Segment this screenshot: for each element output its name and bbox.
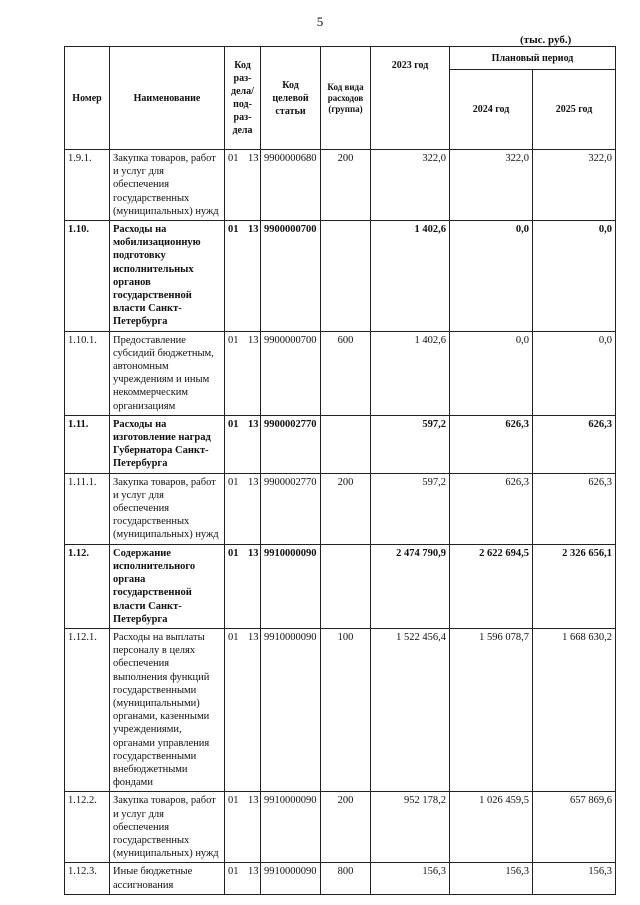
row-expense-type <box>321 415 371 473</box>
row-2023: 597,2 <box>371 473 450 544</box>
row-target-code: 9900002770 <box>261 473 321 544</box>
row-name: Содержание исполнительного органа государственной власти Санкт-Петербурга <box>110 544 225 628</box>
row-2025: 626,3 <box>533 473 616 544</box>
row-2023: 1 522 456,4 <box>371 628 450 791</box>
row-number: 1.11. <box>65 415 110 473</box>
budget-table <box>64 46 616 895</box>
row-razdel: 01 <box>228 631 239 643</box>
row-razdel: 01 <box>228 224 239 236</box>
row-2024: 626,3 <box>450 473 533 544</box>
row-target-code: 9900000700 <box>261 221 321 332</box>
page-number: 5 <box>316 14 324 29</box>
row-2025: 2 326 656,1 <box>533 544 616 628</box>
row-number: 1.11.1. <box>65 473 110 544</box>
row-section-code <box>225 473 261 544</box>
row-target-code: 9900000680 <box>261 150 321 221</box>
row-2023: 2 474 790,9 <box>371 544 450 628</box>
header-planning-period: Плановый период <box>450 47 616 70</box>
header-name: Наименование <box>110 47 225 150</box>
table-row <box>65 473 616 544</box>
row-2024: 1 026 459,5 <box>450 792 533 863</box>
row-podrazdel: 13 <box>248 795 259 807</box>
row-podrazdel: 13 <box>248 224 259 236</box>
row-section-code <box>225 221 261 332</box>
row-expense-type: 200 <box>321 792 371 863</box>
header-expense-type-code: Код вида расходов (группа) <box>321 47 371 150</box>
row-name: Расходы на изготовление наград Губернатора Санкт-Петербурга <box>110 415 225 473</box>
row-podrazdel: 13 <box>248 334 259 346</box>
row-name: Закупка товаров, работ и услуг для обеспечения государственных (муниципальных) нужд <box>110 792 225 863</box>
row-2023: 322,0 <box>371 150 450 221</box>
row-expense-type: 100 <box>321 628 371 791</box>
row-target-code: 9910000090 <box>261 544 321 628</box>
row-expense-type <box>321 221 371 332</box>
table-row <box>65 331 616 415</box>
row-target-code: 9900002770 <box>261 415 321 473</box>
row-number: 1.12.1. <box>65 628 110 791</box>
row-2025: 156,3 <box>533 863 616 894</box>
row-2025: 322,0 <box>533 150 616 221</box>
row-number: 1.12. <box>65 544 110 628</box>
row-razdel: 01 <box>228 547 239 559</box>
row-2024: 156,3 <box>450 863 533 894</box>
row-2023: 1 402,6 <box>371 221 450 332</box>
row-name: Расходы на мобилизационную подготовку исполнительных органов государственной власти Санкт-Петербурга <box>110 221 225 332</box>
row-name: Расходы на выплаты персоналу в целях обеспечения выполнения функций государственными (муниципальными) органами, казенными учреждениями, органами управления государственными внебюджетными фондами <box>110 628 225 791</box>
row-section-code <box>225 415 261 473</box>
row-section-code <box>225 863 261 894</box>
row-2024: 322,0 <box>450 150 533 221</box>
row-2024: 1 596 078,7 <box>450 628 533 791</box>
row-podrazdel: 13 <box>248 418 259 430</box>
header-year-2024: 2024 год <box>450 70 533 150</box>
row-razdel: 01 <box>228 153 239 164</box>
row-2023: 156,3 <box>371 863 450 894</box>
row-2024: 0,0 <box>450 331 533 415</box>
row-expense-type: 200 <box>321 150 371 221</box>
header-section-code: Код раз-дела/ под-раз-дела <box>225 47 261 150</box>
row-podrazdel: 13 <box>248 153 259 164</box>
row-expense-type <box>321 544 371 628</box>
row-razdel: 01 <box>228 334 239 346</box>
row-2024: 2 622 694,5 <box>450 544 533 628</box>
row-2025: 1 668 630,2 <box>533 628 616 791</box>
row-razdel: 01 <box>228 418 239 430</box>
row-razdel: 01 <box>228 476 239 488</box>
row-expense-type: 600 <box>321 331 371 415</box>
table-row <box>65 415 616 473</box>
row-expense-type: 800 <box>321 863 371 894</box>
row-target-code: 9910000090 <box>261 863 321 894</box>
row-razdel: 01 <box>228 795 239 807</box>
row-section-code <box>225 150 261 221</box>
row-2025: 626,3 <box>533 415 616 473</box>
row-target-code: 9900000700 <box>261 331 321 415</box>
row-2024: 0,0 <box>450 221 533 332</box>
row-name: Иные бюджетные ассигнования <box>110 863 225 894</box>
row-2023: 597,2 <box>371 415 450 473</box>
row-podrazdel: 13 <box>248 631 259 643</box>
row-name: Закупка товаров, работ и услуг для обеспечения государственных (муниципальных) нужд <box>110 473 225 544</box>
row-number: 1.10. <box>65 221 110 332</box>
row-number: 1.12.2. <box>65 792 110 863</box>
row-razdel: 01 <box>228 866 239 878</box>
row-podrazdel: 13 <box>248 547 259 559</box>
row-2025: 0,0 <box>533 221 616 332</box>
table-row <box>65 544 616 628</box>
row-name: Предоставление субсидий бюджетным, автономным учреждениям и иным некоммерческим организациям <box>110 331 225 415</box>
row-2023: 952 178,2 <box>371 792 450 863</box>
row-section-code <box>225 792 261 863</box>
row-2025: 657 869,6 <box>533 792 616 863</box>
row-expense-type: 200 <box>321 473 371 544</box>
table-row <box>65 792 616 863</box>
row-name: Закупка товаров, работ и услуг для обеспечения государственных (муниципальных) нужд <box>110 150 225 221</box>
row-number: 1.9.1. <box>65 150 110 221</box>
table-row <box>65 863 616 894</box>
row-section-code <box>225 544 261 628</box>
row-section-code <box>225 331 261 415</box>
row-podrazdel: 13 <box>248 866 259 878</box>
table-row <box>65 150 616 221</box>
row-target-code: 9910000090 <box>261 792 321 863</box>
row-2024: 626,3 <box>450 415 533 473</box>
header-year-2023: 2023 год <box>371 47 450 150</box>
table-row <box>65 628 616 791</box>
row-number: 1.12.3. <box>65 863 110 894</box>
units-note: (тыс. руб.) <box>520 34 572 46</box>
row-number: 1.10.1. <box>65 331 110 415</box>
row-target-code: 9910000090 <box>261 628 321 791</box>
row-section-code <box>225 628 261 791</box>
header-number: Номер <box>65 47 110 150</box>
header-year-2025: 2025 год <box>533 70 616 150</box>
row-2025: 0,0 <box>533 331 616 415</box>
row-2023: 1 402,6 <box>371 331 450 415</box>
header-target-code: Код целевой статьи <box>261 47 321 150</box>
table-row <box>65 221 616 332</box>
row-podrazdel: 13 <box>248 476 259 488</box>
